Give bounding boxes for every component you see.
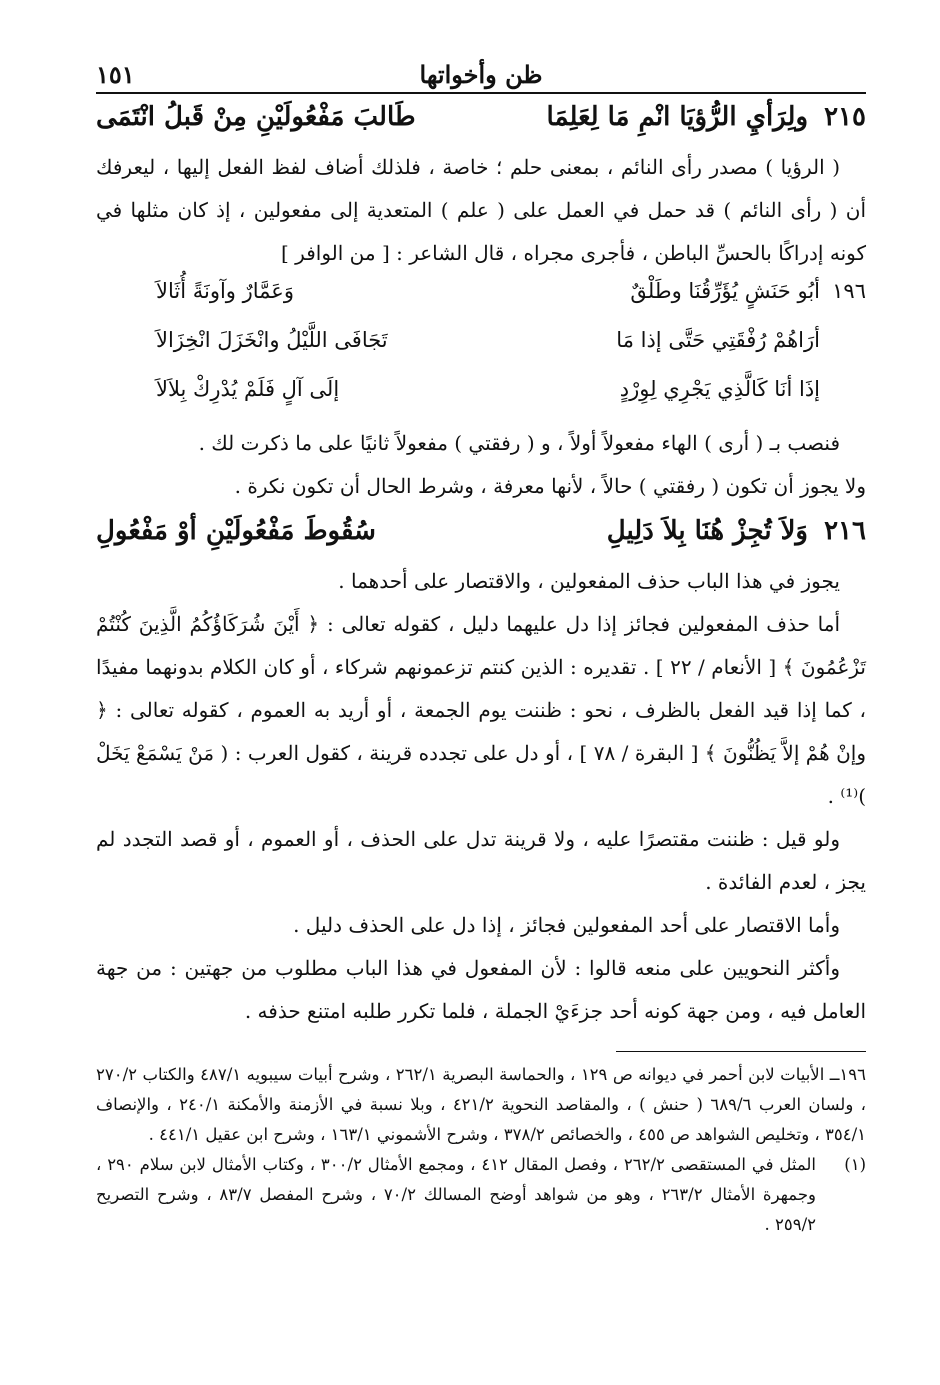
page-header (96, 58, 866, 94)
poem-hemistich-second: وَعَمَّارٌ وآونَةً أُثَالاَ (156, 279, 294, 303)
poem-hemistich-first: أبُو حَنَشٍ يُؤَرِّقُنَا وطَلْقٌ (630, 279, 820, 303)
page-number: ١٥١ (96, 60, 135, 89)
verse-hemistich-first: وَلاَ تُجِزْ هُنَا بِلاَ دَلِيلِ (606, 516, 808, 546)
paragraph-hadhf-mafoulayn: أما حذف المفعولين فجائز إذا دل عليهما دليل ، كقوله تعالى : ﴿ أَيْنَ شُرَكَاؤُكُمُ الَّذِينَ كُنْتُمْ تَزْعُمُونَ ﴾ [ الأنعام / ٢٢ ] . تقديره : الذين كنتم تزعمونهم شركاء ، أو كان الكلام بدونهما مفيدًا ، كما إذا قيد الفعل بالظرف ، نحو : ظننت يوم الجمعة ، أو أريد به العموم ، كقوله تعالى : ﴿ وإنْ هُمْ إلاَّ يَظُنُّونَ ﴾ [ البقرة / ٧٨ ] ، أو دل على تجدده قرينة ، كقول العرب : ( مَنْ يَسْمَعْ يَخَلْ )⁽¹⁾ . (96, 612, 866, 808)
poem-hemistich-first: إذَا أنَا كَالَّذِي يَجْرِي لِوِرْدٍ (619, 377, 820, 401)
verse-hemistich-first: ولِرَأيِ الرُّؤيَا انْمِ مَا لِعَلِمَا (546, 102, 808, 132)
footnote-1-text: المثل في المستقصى ٢٦٢/٢ ، وفصل المقال ٤١٢ ، ومجمع الأمثال ٣٠٠/٢ ، وكتاب الأمثال لابن سلام ٢٩٠ ، وجمهرة الأمثال ٢٦٣/٢ ، وهو من شواهد أوضح المسالك ٧٠/٢ ، وشرح المفصل ٨٣/٧ ، وشرح التصريح ٢٥٩/٢ . (96, 1155, 816, 1234)
verse-216 (96, 508, 866, 560)
poem (96, 275, 866, 422)
verse-hemistich-second: سُقُوطَ مَفْعُولَيْنِ أوْ مَفْعُولِ (96, 516, 376, 546)
poem-line (96, 373, 866, 422)
footnote-196: ١٩٦ــ الأبيات لابن أحمر في ديوانه ص ١٢٩ ، والحماسة البصرية ٢٦٢/١ ، وشرح أبيات سيبويه ٤٨٧/١ والكتاب ٢٧٠/٢ ، ولسان العرب ٦٨٩/٦ ( حنش ) ، والمقاصد النحوية ٤٢١/٢ ، وبلا نسبة في الأزمنة والأمكنة ٢٤٠/١ ، والإنصاف ٣٥٤/١ ، وتخليص الشواهد ص ٤٥٥ ، والخصائص ٣٧٨/٢ ، وشرح الأشموني ١٦٣/١ ، وشرح ابن عقيل ٤٤١/١ . (96, 1065, 867, 1144)
paragraph-iqtisar: وأما الاقتصار على أحد المفعولين فجائز ، إذا دل على الحذف دليل . (293, 913, 840, 937)
paragraph-hal: ولا يجوز أن تكون ( رفقتي ) حالاً ، لأنها معرفة ، وشرط الحال أن تكون نكرة . (234, 474, 866, 498)
poem-line (96, 324, 866, 373)
poem-hemistich-first: أرَاهُمْ رُفْقَتِي حَتَّى إذا مَا (616, 328, 820, 352)
poem-hemistich-second: تَجَافَى اللَّيْلُ وانْخَزَلَ انْخِزَالاَ (156, 328, 388, 352)
footnote-marker: (١) (844, 1155, 866, 1174)
footnote-1 (96, 1150, 866, 1240)
paragraph-akthar: وأكثر النحويين على منعه قالوا : لأن المفعول في هذا الباب مطلوب من جهتين : من جهة العامل فيه ، ومن جهة كونه أحد جزءَيْ الجملة ، فلما تكرر طلبه امتنع حذفه . (96, 956, 866, 1023)
verse-number: ٢١٥ (824, 102, 866, 132)
paragraph-nasb: فنصب بـ ( أرى ) الهاء مفعولاً أولاً ، و ( رفقتي ) مفعولاً ثانيًا على ما ذكرت لك . (198, 431, 840, 455)
poem-number: ١٩٦ (832, 279, 866, 303)
poem-hemistich-second: إلَى آلٍ فَلَمْ يُدْرِكْ بِلاَلاَ (156, 377, 340, 401)
verse-hemistich-second: طَالبَ مَفْعُولَيْنِ مِنْ قَبلُ انْتَمَى (96, 102, 416, 132)
paragraph-law-qila: ولو قيل : ظننت مقتصرًا عليه ، ولا قرينة تدل على الحذف ، أو العموم ، أو قصد التجدد لم يجز ، لعدم الفائدة . (96, 827, 866, 894)
footnote-divider (616, 1051, 866, 1052)
paragraph-hadhf: يجوز في هذا الباب حذف المفعولين ، والاقتصار على أحدهما . (338, 569, 840, 593)
paragraph-ruya: ( الرؤيا ) مصدر رأى النائم ، بمعنى حلم ؛ خاصة ، فلذلك أضاف لفظ الفعل إليها ، ليعرفك أن ( رأى النائم ) قد حمل في العمل على ( علم ) المتعدية إلى مفعولين ، إذ كان مثلها في كونه إدراكًا بالحسِّ الباطن ، فأجرى مجراه ، قال الشاعر : [ من الوافر ] (96, 155, 866, 265)
poem-line (96, 275, 866, 324)
running-title: ظن وأخواتها (419, 60, 543, 89)
verse-number: ٢١٦ (824, 516, 866, 546)
book-page (96, 58, 866, 1358)
verse-215 (96, 94, 866, 146)
